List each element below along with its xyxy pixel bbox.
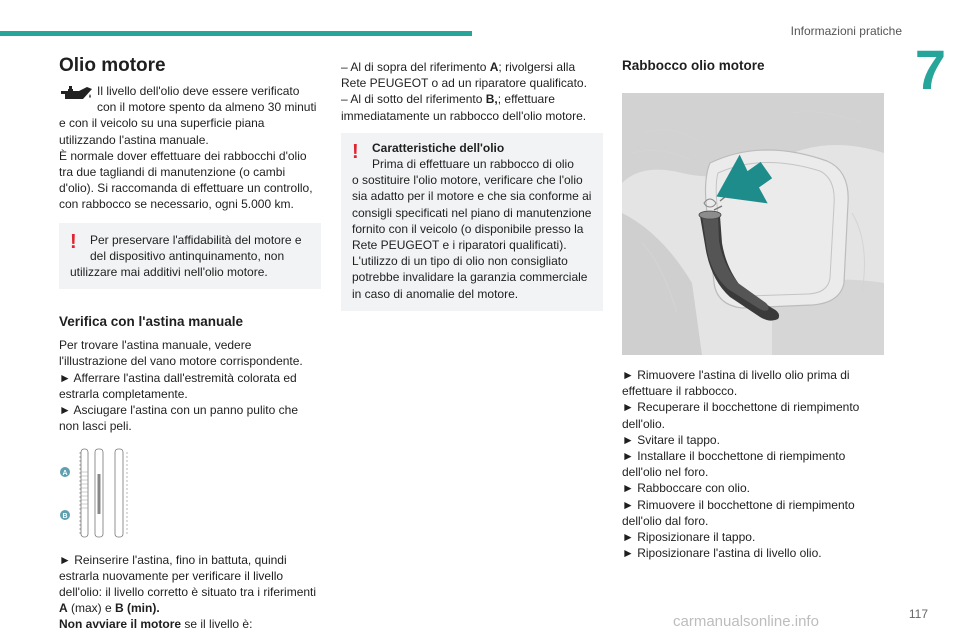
column-3 <box>622 57 884 561</box>
step-line: dell'olio nel foro. <box>622 465 709 480</box>
step-line: dell'olio. <box>622 416 665 431</box>
step-line: ► Rabboccare con olio. <box>622 481 750 496</box>
step-line: ► Rimuovere l'astina di livello olio prima di <box>622 368 850 382</box>
step-line: ► Afferrare l'astina dall'estremità colorata ed <box>59 370 297 385</box>
warning-line: potrebbe invalidare la garanzia commerciale <box>352 270 588 285</box>
intro-line: con rabbocco se necessario, ogni 5.000 km. <box>59 197 294 212</box>
marker-a-ref: A <box>59 601 68 616</box>
warning-line: Rete PEUGEOT e i riparatori qualificati). <box>352 238 567 253</box>
oil-spec-warning-box <box>341 133 603 311</box>
intro-line: e con il veicolo su una superficie piana <box>59 116 265 131</box>
step-line: dell'olio: il livello corretto è situato tra i riferimenti <box>59 585 317 600</box>
step-line: ► Asciugare l'astina con un panno pulito che <box>59 403 298 418</box>
refill-steps <box>622 367 884 561</box>
marker-a-label: A <box>62 470 68 478</box>
step-line: estrarla nuovamente per verificare il livello <box>59 568 284 583</box>
step-line: l'illustrazione del vano motore corrispondente. <box>59 354 303 369</box>
marker-b-ref: B, <box>485 92 498 107</box>
marker-b-ref: B (min). <box>115 601 160 616</box>
below-b-line <box>341 91 603 107</box>
text-line: Rete PEUGEOT o ad un riparatore qualificato. <box>341 76 587 91</box>
marker-a-ref: A <box>489 60 499 74</box>
watermark: carmanualsonline.info <box>673 613 819 630</box>
dipstick-check-text <box>59 552 321 633</box>
warning-line: fornito con il veicolo (o disponibile presso la <box>352 221 584 236</box>
marker-b-label: B <box>62 513 68 521</box>
intro-line: d'olio). Si raccomanda di effettuare un controllo, <box>59 181 313 196</box>
step-line: Per trovare l'astina manuale, vedere <box>59 338 252 353</box>
dipstick-steps <box>59 337 321 434</box>
intro-line: utilizzando l'astina manuale. <box>59 132 209 147</box>
dipstick-illustration <box>59 444 321 543</box>
range-text: (max) e <box>67 601 116 616</box>
above-a-line <box>341 59 603 75</box>
warning-line: sia adatto per il motore e che sia conforme ai <box>352 189 592 204</box>
text-line: immediatamente un rabbocco dell'olio motore. <box>341 108 587 123</box>
step-line: ► Riposizionare l'astina di livello olio. <box>622 546 822 561</box>
header-accent-bar <box>0 31 472 36</box>
step-line: ► Reinserire l'astina, fino in battuta, quindi <box>59 552 287 567</box>
level-range-line <box>59 600 321 616</box>
intro-text <box>59 83 321 213</box>
step-line: effettuare il rabbocco. <box>622 384 738 399</box>
step-line: ► Rimuovere il bocchettone di riempimento <box>622 497 855 512</box>
engine-bay-photo <box>622 93 884 355</box>
warning-exclamation-icon: ! <box>352 140 359 163</box>
text-span: – Al di sopra del riferimento <box>341 60 490 74</box>
section-header: Informazioni pratiche <box>790 24 902 38</box>
step-line: estrarla completamente. <box>59 386 188 401</box>
warning-line: consigli specificati nel piano di manutenzione <box>352 205 592 220</box>
no-start-bold: Non avviare il motore <box>59 617 182 632</box>
warning-line: del dispositivo antinquinamento, non <box>90 248 285 263</box>
intro-line: tra due tagliandi di manutenzione (o cambi <box>59 165 286 180</box>
warning-line: L'utilizzo di un tipo di olio non consigliato <box>352 254 568 269</box>
warning-line: in caso di anomalie del motore. <box>352 286 519 301</box>
page-number: 117 <box>908 607 928 621</box>
column-1 <box>59 54 321 633</box>
text-span: ; effettuare <box>497 92 555 107</box>
text-span: – Al di sotto del riferimento <box>341 92 486 107</box>
warning-title-text: Caratteristiche dell'olio <box>372 140 505 155</box>
warning-line: Per preservare l'affidabilità del motore e <box>90 232 302 247</box>
dipstick-subtitle: Verifica con l'astina manuale <box>59 314 244 330</box>
additive-warning-box <box>59 223 321 290</box>
text-span: ; rivolgersi alla <box>498 60 576 74</box>
step-line: ► Riposizionare il tappo. <box>622 530 756 545</box>
intro-line: Il livello dell'olio deve essere verificato <box>97 84 300 98</box>
page-title: Olio motore <box>59 55 166 76</box>
refill-title: Rabbocco olio motore <box>622 58 765 73</box>
warning-title <box>352 140 595 156</box>
step-line: ► Recuperare il bocchettone di riempimento <box>622 400 860 415</box>
step-line: non lasci peli. <box>59 419 132 434</box>
oil-can-icon <box>59 83 93 111</box>
no-start-tail: se il livello è: <box>181 617 253 632</box>
chapter-number: 7 <box>914 38 946 101</box>
step-line: ► Svitare il tappo. <box>622 432 720 447</box>
step-line: dell'olio dal foro. <box>622 513 709 528</box>
warning-line: Prima di effettuare un rabbocco di olio <box>372 157 574 172</box>
warning-line: utilizzare mai additivi nell'olio motore. <box>70 265 268 280</box>
intro-line: È normale dover effettuare dei rabbocchi d'olio <box>59 148 307 163</box>
warning-exclamation-icon: ! <box>70 230 77 253</box>
step-line: ► Installare il bocchettone di riempimento <box>622 449 846 464</box>
no-start-line <box>59 616 321 632</box>
intro-line: con il motore spento da almeno 30 minuti <box>97 100 317 115</box>
warning-line: o sostituire l'olio motore, verificare che l'olio <box>352 173 583 188</box>
column-2 <box>341 59 603 311</box>
